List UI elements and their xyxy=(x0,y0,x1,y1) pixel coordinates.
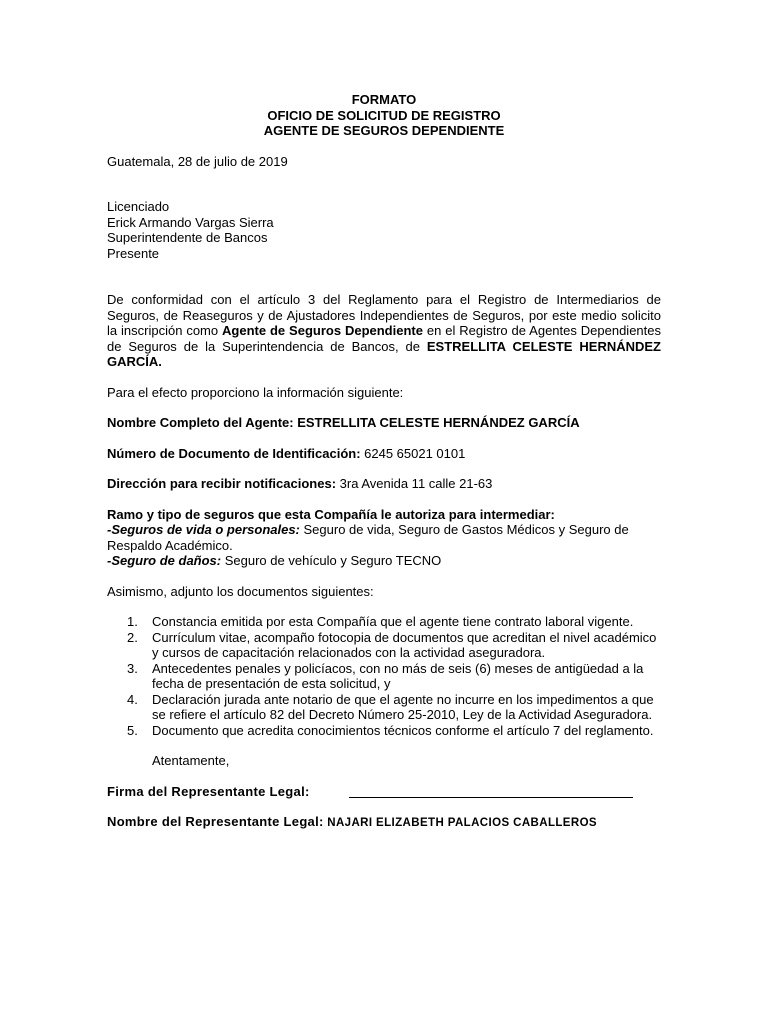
recipient-name: Erick Armando Vargas Sierra xyxy=(107,214,274,230)
address-row xyxy=(107,476,661,492)
document-item xyxy=(107,723,661,739)
date-line: Guatemala, 28 de julio de 2019 xyxy=(107,153,288,169)
agent-name-row xyxy=(107,415,661,431)
representative-label: Nombre del Representante Legal: xyxy=(107,814,324,829)
life-insurance-value: Seguro de vida, Seguro de Gastos Médicos y Seguro de Respaldo Académico. xyxy=(107,522,629,553)
documents-list xyxy=(107,614,661,738)
agent-name-label: Nombre Completo del Agente: xyxy=(107,415,294,430)
docs-intro: Asimismo, adjunto los documentos siguientes: xyxy=(107,583,374,599)
representative-row xyxy=(107,814,661,832)
document-number: 1. xyxy=(127,614,138,629)
document-text: Antecedentes penales y policíacos, con no más de seis (6) meses de antigüedad a la fecha de presentación de esta solicitud, y xyxy=(152,660,644,691)
id-doc-row xyxy=(107,446,661,462)
intro-bold-agent: Agente de Seguros Dependiente xyxy=(222,323,423,338)
document-number: 4. xyxy=(127,691,138,707)
intro-text-2: en el Registro de Agentes Dependientes de Seguros de la Superintendencia de Bancos, de xyxy=(107,323,662,354)
document-item xyxy=(107,630,661,661)
damage-insurance-value: Seguro de vehículo y Seguro TECNO xyxy=(221,553,442,568)
document-number: 3. xyxy=(127,660,138,676)
address-label: Dirección para recibir notificaciones: xyxy=(107,476,337,491)
document-item xyxy=(107,692,661,723)
recipient-position: Superintendente de Bancos xyxy=(107,230,268,245)
intro-bold-name: ESTRELLITA CELESTE HERNÁNDEZ GARCÍA. xyxy=(107,338,661,369)
document-number: 2. xyxy=(127,629,138,645)
document-text: Constancia emitida por esta Compañía que el agente tiene contrato laboral vigente. xyxy=(152,614,634,629)
representative-name: NAJARI ELIZABETH PALACIOS CABALLEROS xyxy=(323,817,597,829)
life-insurance-row xyxy=(107,522,661,553)
intro-paragraph xyxy=(107,292,661,370)
agent-name-value: ESTRELLITA CELESTE HERNÁNDEZ GARCÍA xyxy=(293,415,580,430)
recipient-block xyxy=(107,199,661,261)
signature-line xyxy=(349,797,633,798)
document-item xyxy=(107,614,661,630)
document-text: Currículum vitae, acompaño fotocopia de documentos que acreditan el nivel académico y cursos de capacitación relacionados con la actividad aseguradora. xyxy=(152,629,657,660)
closing-line: Atentamente, xyxy=(152,753,230,768)
letter-header xyxy=(107,92,661,139)
damage-insurance-label: -Seguro de daños: xyxy=(107,553,222,568)
insurance-block xyxy=(107,507,661,569)
document-text: Declaración jurada ante notario de que el agente no incurre en los impedimentos a que se refiere el artículo 82 del Decreto Número 25-2010, Ley de la Actividad Aseguradora. xyxy=(152,691,654,722)
info-intro: Para el efecto proporciono la información siguiente: xyxy=(107,384,404,400)
document-number: 5. xyxy=(127,722,138,738)
address-value: 3ra Avenida 11 calle 21-63 xyxy=(336,476,493,491)
header-agent-type: AGENTE DE SEGUROS DEPENDIENTE xyxy=(263,123,505,138)
header-office: OFICIO DE SOLICITUD DE REGISTRO xyxy=(267,107,501,123)
insurance-heading: Ramo y tipo de seguros que esta Compañía le autoriza para intermediar: xyxy=(107,506,555,522)
document-item xyxy=(107,661,661,692)
header-format: FORMATO xyxy=(351,92,417,107)
recipient-title: Licenciado xyxy=(107,199,170,214)
recipient-closing: Presente xyxy=(107,245,160,261)
damage-insurance-row xyxy=(107,553,661,569)
signature-row xyxy=(107,784,661,800)
id-doc-value: 6245 65021 0101 xyxy=(360,445,466,461)
id-doc-label: Número de Documento de Identificación: xyxy=(107,445,361,461)
intro-text-1: De conformidad con el artículo 3 del Reglamento para el Registro de Intermediarios de Seguros, de Reaseguros y de Ajustadores Independientes de Seguros, por este medio solicito la inscripción como xyxy=(107,292,661,338)
letter-body xyxy=(107,92,661,832)
life-insurance-label: -Seguros de vida o personales: xyxy=(107,522,300,537)
signature-label: Firma del Representante Legal: xyxy=(107,783,310,799)
document-text: Documento que acredita conocimientos técnicos conforme el artículo 7 del reglamento. xyxy=(152,722,654,738)
